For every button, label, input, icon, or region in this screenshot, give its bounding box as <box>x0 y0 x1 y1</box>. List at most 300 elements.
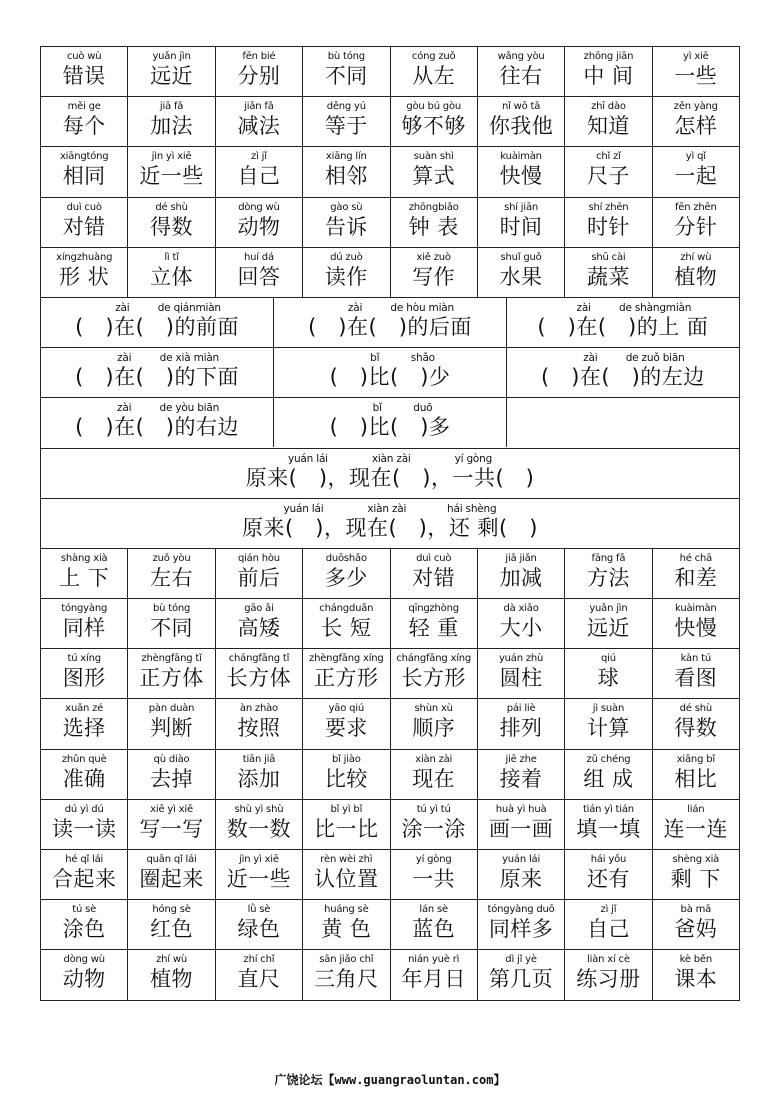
phrase-inner-row <box>41 298 739 347</box>
pinyin-label: tóngyàng duō <box>487 904 555 916</box>
vocab-row <box>41 699 740 749</box>
hanzi-word: 选择 <box>62 716 106 741</box>
hanzi-word: 前后 <box>237 565 281 590</box>
vocab-row <box>41 799 740 849</box>
hanzi-word: 动物 <box>62 967 106 992</box>
pinyin-label: yuán lái <box>502 854 541 865</box>
hanzi-word: 加减 <box>499 565 543 590</box>
pinyin-label: fāng fǎ <box>591 552 626 564</box>
vocab-cell <box>41 649 128 699</box>
vocab-cell <box>506 398 739 447</box>
vocab-cell <box>565 649 652 699</box>
pinyin-label: tiān jiā <box>242 753 276 765</box>
hanzi-word: 判断 <box>150 716 194 741</box>
pinyin-label: bù tóng <box>327 51 365 62</box>
vocab-cell <box>41 448 740 498</box>
vocab-cell <box>565 749 652 799</box>
vocab-cell <box>128 699 215 749</box>
pinyin-label: tú xíng <box>67 653 101 665</box>
vocab-cell <box>303 599 390 649</box>
hanzi-word: ( )在( )的前面 <box>75 314 239 339</box>
pinyin-label: zhí wù <box>156 954 187 966</box>
pinyin-label: cóng zuǒ <box>411 51 456 62</box>
pinyin-label: rèn wèi zhì <box>320 854 373 865</box>
hanzi-word: 一共 <box>412 867 456 891</box>
pinyin-label: shū cài <box>591 251 626 263</box>
vocab-cell <box>565 97 652 147</box>
hanzi-word: 按照 <box>237 716 281 741</box>
pinyin-label: qián hòu <box>237 552 280 564</box>
pinyin-label: yuǎn jìn <box>589 603 628 615</box>
hanzi-word: 认位置 <box>314 867 379 891</box>
pinyin-label: hé chā <box>679 552 713 564</box>
hanzi-word: 一起 <box>674 164 718 189</box>
hanzi-word: 排列 <box>499 716 543 741</box>
hanzi-word: 一些 <box>674 64 718 88</box>
hanzi-word: 准确 <box>62 766 106 791</box>
hanzi-word: 方法 <box>586 565 630 590</box>
pinyin-label: qù diào <box>153 753 190 765</box>
pinyin-label: huí dá <box>243 251 274 263</box>
pinyin-label: dú yì dú <box>64 803 104 815</box>
pinyin-label: zài de shàngmiàn <box>554 301 692 314</box>
vocab-cell <box>565 599 652 649</box>
pinyin-label: hé qǐ lái <box>65 854 104 865</box>
hanzi-word: 相同 <box>62 164 106 189</box>
vocab-cell <box>303 950 390 1000</box>
vocab-row <box>41 247 740 297</box>
vocab-cell <box>652 47 739 97</box>
vocab-row <box>41 950 740 1000</box>
pinyin-label: zhí chǐ <box>243 954 275 966</box>
vocab-cell <box>303 799 390 849</box>
hanzi-word: 正方形 <box>314 666 379 691</box>
pinyin-label: duì cuò <box>66 201 102 213</box>
hanzi-word: 正方体 <box>139 666 204 691</box>
hanzi-word: 和差 <box>674 565 718 590</box>
pinyin-label: zài de xià miàn <box>95 352 220 365</box>
pinyin-label: hái yǒu <box>590 854 627 865</box>
hanzi-word: 形 状 <box>59 264 110 289</box>
vocab-cell <box>215 47 302 97</box>
pinyin-label: xiāng bǐ <box>676 753 715 765</box>
hanzi-word: 大小 <box>499 616 543 641</box>
hanzi-word: 读作 <box>324 264 368 289</box>
pinyin-label: qiú <box>601 653 616 665</box>
hanzi-word: 数一数 <box>226 816 292 841</box>
hanzi-word: 连一连 <box>663 816 729 841</box>
pinyin-label: lán sè <box>419 904 448 916</box>
vocab-cell <box>303 548 390 598</box>
hanzi-word: 回答 <box>237 264 281 289</box>
pinyin-label: kàn tú <box>680 653 711 665</box>
vocab-cell <box>477 850 564 900</box>
pinyin-label: kuàimàn <box>500 151 542 163</box>
pinyin-label: duì cuò <box>416 552 452 564</box>
phrase-row-wrapper <box>41 398 740 448</box>
pinyin-label: shí jiān <box>504 201 539 213</box>
hanzi-word: 画一画 <box>488 816 554 841</box>
phrase-row-wrapper <box>41 348 740 398</box>
hanzi-word: 高矮 <box>237 616 281 641</box>
vocab-cell <box>215 699 302 749</box>
vocab-cell <box>303 197 390 247</box>
vocab-cell <box>215 147 302 197</box>
pinyin-label: xiāng lín <box>325 151 367 163</box>
hanzi-word: 现在 <box>412 766 456 791</box>
pinyin-label: bǐ duō <box>347 402 433 415</box>
hanzi-word: 每个 <box>62 114 106 139</box>
hanzi-word: 快慢 <box>499 164 543 189</box>
hanzi-word: ( )比( )多 <box>329 415 451 440</box>
phrase-row <box>41 348 740 398</box>
vocab-cell <box>128 749 215 799</box>
hanzi-word: 时针 <box>586 214 630 239</box>
vocab-cell <box>41 247 128 297</box>
vocab-cell <box>128 599 215 649</box>
pinyin-label: tú sè <box>72 904 97 916</box>
vocab-cell <box>477 799 564 849</box>
vocab-cell <box>215 749 302 799</box>
phrase-row <box>41 297 740 347</box>
pinyin-label: bà mā <box>680 904 712 916</box>
hanzi-word: 分别 <box>237 64 281 88</box>
pinyin-label: pàn duàn <box>148 703 195 715</box>
pinyin-label: shàng xià <box>60 552 108 564</box>
hanzi-word: 长 短 <box>321 616 372 641</box>
pinyin-label: jiǎn fǎ <box>244 101 274 113</box>
vocab-cell <box>41 850 128 900</box>
pinyin-label: yuǎn jìn <box>152 51 191 62</box>
hanzi-word: 尺子 <box>586 164 630 189</box>
vocab-cell <box>128 97 215 147</box>
pinyin-label: kè běn <box>679 954 713 966</box>
pinyin-label: liàn xí cè <box>587 954 630 966</box>
vocab-cell <box>390 749 477 799</box>
vocab-cell <box>652 749 739 799</box>
hanzi-word: 绿色 <box>237 917 281 942</box>
hanzi-word: 动物 <box>237 214 281 239</box>
hanzi-word: 钟 表 <box>408 214 459 239</box>
pinyin-label: zhōng jiān <box>583 51 634 62</box>
vocab-cell <box>303 247 390 297</box>
hanzi-word: 读一读 <box>51 816 117 841</box>
pinyin-label: zhèngfāng xíng <box>309 653 384 665</box>
vocab-cell <box>390 97 477 147</box>
vocab-cell <box>303 900 390 950</box>
hanzi-word: 远近 <box>586 616 630 641</box>
vocab-cell <box>303 850 390 900</box>
hanzi-word: 要求 <box>324 716 368 741</box>
hanzi-word: 够不够 <box>401 114 466 139</box>
vocab-cell <box>390 850 477 900</box>
vocab-cell <box>477 548 564 598</box>
pinyin-label: shù yì shù <box>234 803 284 815</box>
vocab-cell <box>652 649 739 699</box>
vocab-cell <box>41 147 128 197</box>
hanzi-word: 年月日 <box>401 967 466 992</box>
vocab-row <box>41 47 740 97</box>
vocab-cell <box>506 348 739 397</box>
pinyin-label: lǜ sè <box>247 904 271 916</box>
vocab-row <box>41 599 740 649</box>
pinyin-label: gào sù <box>330 201 363 213</box>
vocab-cell <box>565 247 652 297</box>
hanzi-word: 直尺 <box>237 967 281 992</box>
pinyin-label: quān qǐ lái <box>146 854 197 865</box>
vocab-cell <box>274 348 507 397</box>
vocab-row <box>41 900 740 950</box>
pinyin-label: jì suàn <box>592 703 625 715</box>
hanzi-word: ( )在( )的左边 <box>540 365 705 390</box>
vocab-cell <box>128 649 215 699</box>
vocab-cell <box>215 850 302 900</box>
hanzi-word: 接着 <box>499 766 543 791</box>
pinyin-label: yí gòng <box>415 854 452 865</box>
vocabulary-table <box>40 46 740 1001</box>
hanzi-word: 剩 下 <box>670 867 721 891</box>
pinyin-label: pái liè <box>506 703 536 715</box>
pinyin-label: zhí wù <box>680 251 712 263</box>
vocab-cell <box>128 799 215 849</box>
vocab-cell <box>477 147 564 197</box>
pinyin-label: xiě zuò <box>416 251 451 263</box>
phrase-inner-table <box>41 398 739 447</box>
hanzi-word: 快慢 <box>674 616 718 641</box>
vocab-cell <box>215 197 302 247</box>
hanzi-word: 水果 <box>499 264 543 289</box>
hanzi-word: 上 下 <box>59 565 110 590</box>
pinyin-label: jiā fǎ <box>159 101 184 113</box>
vocab-row <box>41 197 740 247</box>
pinyin-label: zěn yàng <box>673 101 718 113</box>
vocab-cell <box>128 950 215 1000</box>
hanzi-word: 知道 <box>586 114 630 139</box>
pinyin-label: zài de qiánmiàn <box>93 301 221 314</box>
pinyin-label: chángfāng xíng <box>396 653 472 665</box>
pinyin-label: dé shù <box>679 703 712 715</box>
vocab-cell <box>41 97 128 147</box>
vocab-cell <box>128 850 215 900</box>
phrase-row-wide <box>41 448 740 498</box>
vocab-cell <box>390 247 477 297</box>
vocab-cell <box>565 799 652 849</box>
hanzi-word: 植物 <box>674 264 718 289</box>
hanzi-word: 中 间 <box>583 64 634 88</box>
hanzi-word: 蔬菜 <box>586 264 630 289</box>
pinyin-label: chángduǎn <box>319 603 374 615</box>
hanzi-word: 比较 <box>324 766 368 791</box>
hanzi-word: 同样 <box>62 616 106 641</box>
hanzi-word: 立体 <box>150 264 194 289</box>
pinyin-label: yuán lái xiàn zài yí gòng <box>287 452 493 465</box>
vocab-cell <box>215 548 302 598</box>
vocab-cell <box>390 699 477 749</box>
hanzi-word: ( )比( )少 <box>329 365 451 390</box>
pinyin-label: nián yuè rì <box>408 954 460 966</box>
vocab-cell <box>41 799 128 849</box>
pinyin-label: cuò wù <box>66 51 102 62</box>
vocab-cell <box>477 197 564 247</box>
pinyin-label: dé shù <box>155 201 188 213</box>
vocab-cell <box>390 197 477 247</box>
vocab-cell <box>477 649 564 699</box>
hanzi-word: 同样多 <box>488 917 554 942</box>
pinyin-label: xíngzhuàng <box>56 251 113 263</box>
pinyin-label: gòu bú gòu <box>406 101 462 113</box>
hanzi-word: 添加 <box>237 766 281 791</box>
vocab-cell <box>565 147 652 197</box>
hanzi-word: 算式 <box>412 164 456 189</box>
vocab-cell <box>477 599 564 649</box>
pinyin-label: fēn bié <box>242 51 276 62</box>
hanzi-word: 对错 <box>412 565 456 590</box>
hanzi-word: 怎样 <box>674 114 718 139</box>
hanzi-word: 长方体 <box>226 666 292 691</box>
vocab-cell <box>390 147 477 197</box>
pinyin-label: hóng sè <box>152 904 191 916</box>
pinyin-label: lián <box>687 803 705 815</box>
vocab-cell <box>565 900 652 950</box>
hanzi-word: 三角尺 <box>314 967 379 992</box>
hanzi-word: 原来 <box>499 867 543 891</box>
hanzi-word: 得数 <box>674 716 718 741</box>
vocab-cell <box>477 97 564 147</box>
hanzi-word: 错误 <box>62 64 106 88</box>
vocab-cell <box>565 850 652 900</box>
hanzi-word: 减法 <box>237 114 281 139</box>
hanzi-word: 远近 <box>150 64 194 88</box>
vocab-cell <box>303 147 390 197</box>
vocab-cell <box>303 749 390 799</box>
pinyin-label: zài de hòu miàn <box>325 301 454 314</box>
vocab-cell <box>128 247 215 297</box>
hanzi-word: 写一写 <box>139 816 204 841</box>
hanzi-word: 对错 <box>62 214 106 239</box>
vocab-cell <box>390 950 477 1000</box>
vocab-cell <box>303 649 390 699</box>
pinyin-label: zài de zuǒ biān <box>561 352 685 365</box>
pinyin-label: kuàimàn <box>675 603 717 615</box>
vocab-cell <box>565 197 652 247</box>
vocab-cell <box>128 147 215 197</box>
hanzi-word: 近一些 <box>226 867 292 891</box>
vocab-cell <box>390 47 477 97</box>
pinyin-label: zhèngfāng tǐ <box>141 653 202 665</box>
vocab-cell <box>41 749 128 799</box>
vocab-cell <box>41 599 128 649</box>
hanzi-word: 看图 <box>674 666 718 691</box>
pinyin-label: dì jǐ yè <box>505 954 537 966</box>
vocab-cell <box>477 47 564 97</box>
vocab-cell <box>215 599 302 649</box>
hanzi-word: 圈起来 <box>139 867 204 891</box>
vocab-cell <box>215 247 302 297</box>
vocab-row <box>41 97 740 147</box>
pinyin-label: lì tǐ <box>164 251 179 263</box>
hanzi-word: 相比 <box>674 766 718 791</box>
pinyin-label: zǔ chéng <box>586 753 631 765</box>
hanzi-word: 多少 <box>324 565 368 590</box>
vocab-row <box>41 548 740 598</box>
vocab-cell <box>215 649 302 699</box>
hanzi-word: 涂一涂 <box>401 816 466 841</box>
hanzi-word: 等于 <box>324 114 368 139</box>
vocab-cell <box>303 47 390 97</box>
pinyin-label: zài de yòu biān <box>95 402 220 415</box>
vocab-cell <box>477 900 564 950</box>
pinyin-label: tú yì tú <box>416 803 451 815</box>
hanzi-word: ( )在( )的上 面 <box>537 314 709 339</box>
vocab-cell <box>652 900 739 950</box>
vocab-cell <box>41 548 128 598</box>
pinyin-label: zhī dào <box>591 101 626 113</box>
hanzi-word: 图形 <box>62 666 106 691</box>
vocab-cell <box>303 97 390 147</box>
vocab-cell <box>41 298 274 347</box>
pinyin-label: gāo ǎi <box>244 603 274 615</box>
phrase-row-wrapper <box>41 297 740 347</box>
vocab-cell <box>41 348 274 397</box>
pinyin-label: suàn shì <box>413 151 454 163</box>
pinyin-label: dà xiǎo <box>503 603 539 615</box>
hanzi-word: 植物 <box>150 967 194 992</box>
pinyin-label: děng yú <box>326 101 366 113</box>
pinyin-label: zhǔn què <box>61 753 107 765</box>
vocab-cell <box>215 799 302 849</box>
hanzi-word: 原来( )，现在( )，还 剩( ) <box>242 515 538 540</box>
vocab-cell <box>390 799 477 849</box>
vocab-cell <box>565 699 652 749</box>
hanzi-word: 组 成 <box>583 766 634 791</box>
pinyin-label: bù tóng <box>152 603 191 615</box>
hanzi-word: 计算 <box>586 716 630 741</box>
vocab-cell <box>274 298 507 347</box>
hanzi-word: 你我他 <box>488 114 554 139</box>
phrase-inner-table <box>41 348 739 397</box>
vocab-cell <box>652 850 739 900</box>
pinyin-label: chǐ zǐ <box>596 151 621 163</box>
vocab-cell <box>128 900 215 950</box>
pinyin-label: fēn zhēn <box>674 201 717 213</box>
pinyin-label: huáng sè <box>324 904 369 916</box>
hanzi-word: 练习册 <box>576 967 641 992</box>
hanzi-word: 爸妈 <box>674 917 718 942</box>
vocab-row <box>41 649 740 699</box>
hanzi-word: 合起来 <box>51 867 117 891</box>
vocab-cell <box>303 699 390 749</box>
pinyin-label: yuán lái xiàn zài hái shèng <box>283 502 497 515</box>
hanzi-word: 黄 色 <box>321 917 372 942</box>
pinyin-label: bǐ shǎo <box>345 352 435 365</box>
pinyin-label: yuán zhù <box>498 653 544 665</box>
pinyin-label: jìn yì xiē <box>239 854 279 865</box>
vocab-cell <box>652 548 739 598</box>
vocab-cell <box>215 950 302 1000</box>
hanzi-word: 第几页 <box>488 967 554 992</box>
pinyin-label: shí zhēn <box>588 201 629 213</box>
phrase-inner-table <box>41 298 739 347</box>
hanzi-word: ( )在( )的右边 <box>75 415 239 440</box>
pinyin-label: yì qǐ <box>685 151 706 163</box>
pinyin-label: xuǎn zé <box>65 703 104 715</box>
vocab-row <box>41 850 740 900</box>
vocab-cell <box>41 900 128 950</box>
vocab-cell <box>565 47 652 97</box>
hanzi-word: 涂色 <box>62 917 106 942</box>
vocab-cell <box>41 498 740 548</box>
pinyin-label: qīngzhòng <box>408 603 459 615</box>
